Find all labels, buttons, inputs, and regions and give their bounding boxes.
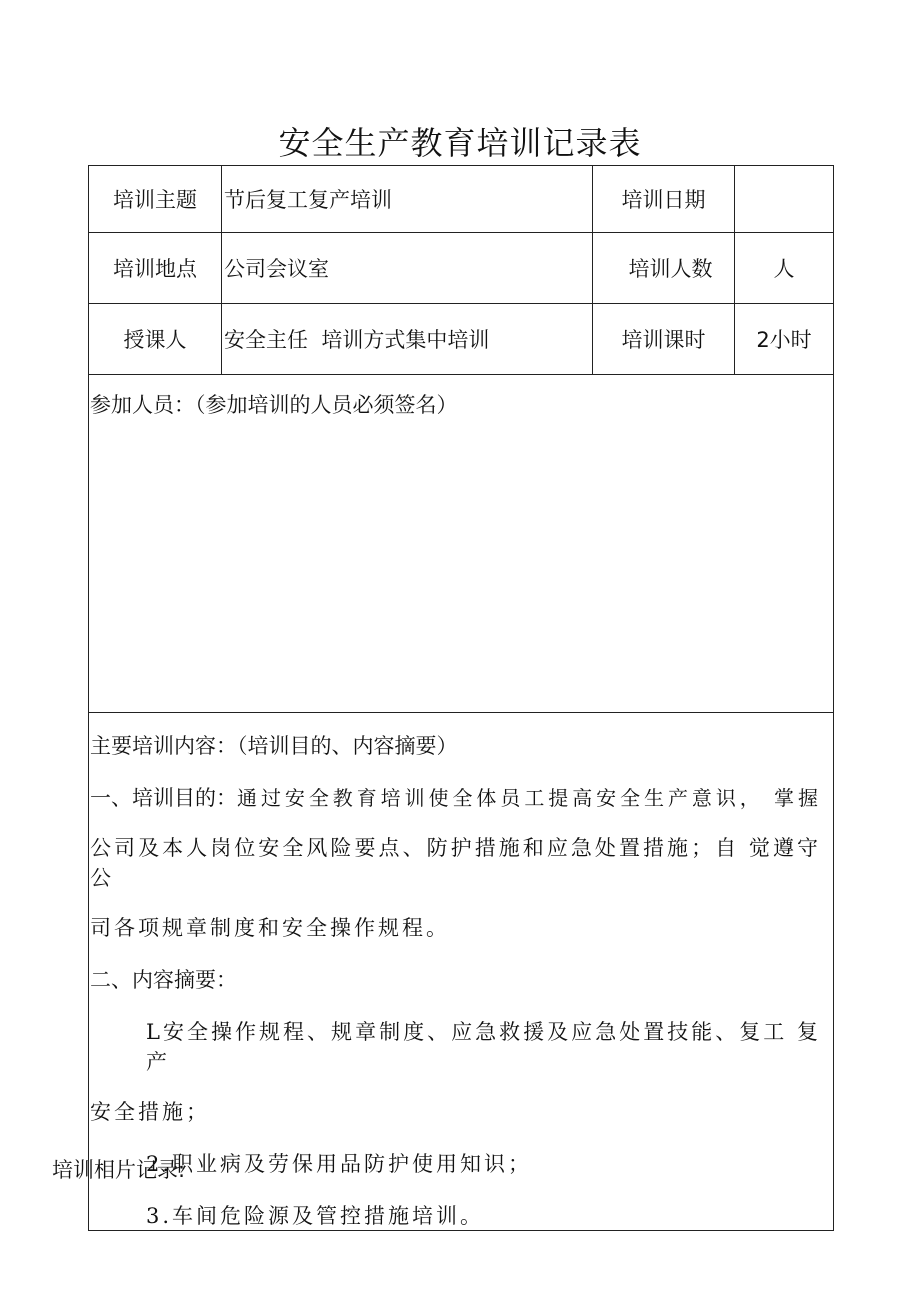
instructor-value: 安全主任 培训方式集中培训 [222, 304, 593, 375]
summary-item-1-line-2: 安全措施； [90, 1100, 210, 1124]
summary-label: 二、内容摘要： [90, 968, 237, 992]
content-heading: 主要培训内容：（培训目的、内容摘要） [90, 734, 458, 758]
summary-item-3: 3.车间危险源及管控措施培训。 [146, 1204, 485, 1228]
purpose-text-line-1: 通过安全教育培训使全体员工提高安全生产意识， 掌握 [237, 786, 821, 810]
purpose-text-line-3: 司各项规章制度和安全操作规程。 [90, 916, 450, 940]
purpose-label: 一、培训目的： [90, 786, 237, 810]
instructor-label: 授课人 [89, 304, 222, 375]
participants-heading: 参加人员：（参加培训的人员必须签名） [90, 393, 458, 417]
date-label: 培训日期 [593, 166, 735, 233]
table-row [89, 233, 834, 304]
training-content-cell [89, 713, 834, 1231]
duration-value: 2小时 [735, 304, 834, 375]
table-row [89, 166, 834, 233]
location-value: 公司会议室 [222, 233, 593, 304]
summary-item-2: 2.职业病及劳保用品防护使用知识； [146, 1152, 533, 1176]
location-label: 培训地点 [89, 233, 222, 304]
summary-item-1-line-1: L安全操作规程、规章制度、应急救援及应急处置技能、复工 复产 [146, 1020, 821, 1074]
topic-value: 节后复工复产培训 [222, 166, 593, 233]
table-row [89, 304, 834, 375]
participants-cell [89, 375, 834, 713]
table-row [89, 375, 834, 713]
attendee-count-label: 培训人数 [593, 233, 735, 304]
attendee-count-value: 人 [735, 233, 834, 304]
purpose-text-line-2: 公司及本人岗位安全风险要点、防护措施和应急处置措施；自 觉遵守公 [90, 836, 821, 890]
topic-label: 培训主题 [89, 166, 222, 233]
page-title: 安全生产教育培训记录表 [278, 124, 642, 162]
photo-record-label: 培训相片记录: [52, 1158, 186, 1182]
training-record-table [88, 165, 834, 1231]
purpose-paragraph-line-1 [89, 782, 833, 812]
date-value [735, 166, 834, 233]
table-row [89, 713, 834, 1231]
duration-label: 培训课时 [593, 304, 735, 375]
